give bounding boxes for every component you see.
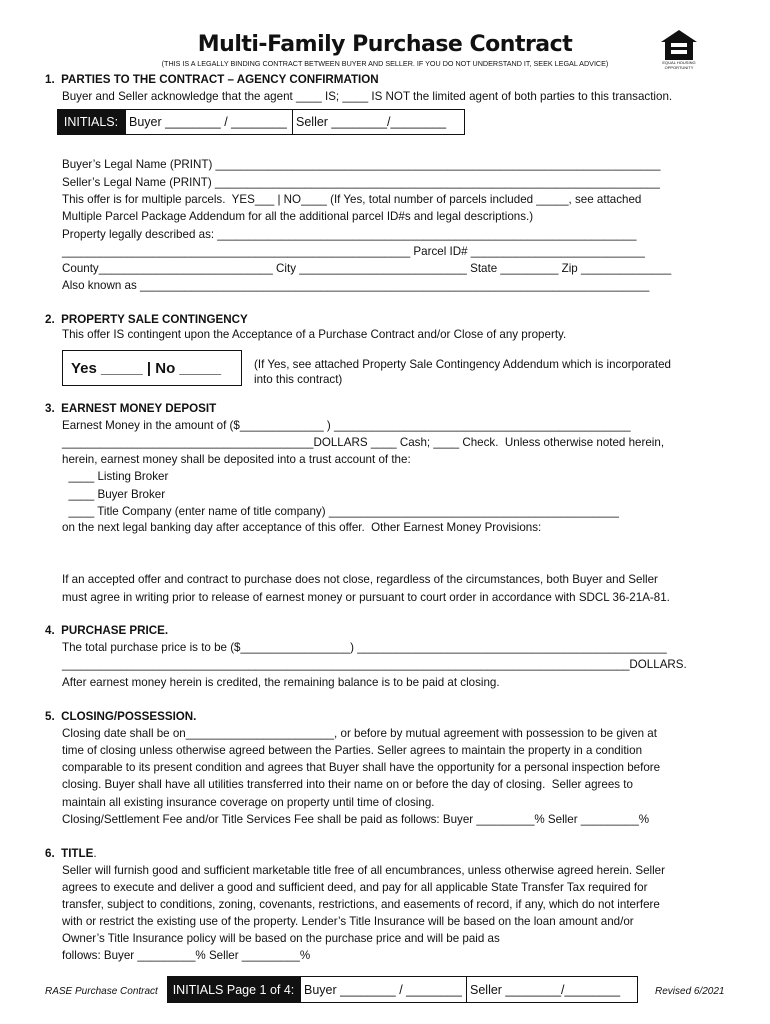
multiple-parcels-note: Multiple Parcel Package Addendum for all the additional parcel ID#s and legal descriptions.) xyxy=(62,210,534,223)
closing-date-field[interactable]: Closing date shall be on_______________________, or before by mutual agreement with possession to be given at xyxy=(62,727,657,740)
title-line-2: agrees to execute and deliver a good and sufficient deed, and pay for all applicable State Transfer Tax required for xyxy=(62,881,648,894)
closing-line-2: time of closing unless otherwise agreed between the Parties. Seller agrees to maintain the property in a condition xyxy=(62,744,643,757)
settlement-fee-field[interactable]: Closing/Settlement Fee and/or Title Services Fee shall be paid as follows: Buyer _________% Seller _________% xyxy=(62,813,650,826)
initials-label: INITIALS: xyxy=(57,109,125,135)
footer-initials-label: INITIALS Page 1 of 4: xyxy=(167,976,300,1003)
contingency-note-2: into this contract) xyxy=(254,373,343,386)
also-known-as-field[interactable]: Also known as _______________________________________________________________________________ xyxy=(62,279,650,292)
closing-line-4: closing. Buyer shall have all utilities transferred into their name on or before the day of closing. Seller agrees to xyxy=(62,778,633,791)
parcel-id-field[interactable]: ______________________________________________________ Parcel ID# ___________________________ xyxy=(62,245,645,258)
legal-description-field[interactable]: Property legally described as: _________________________________________________________________ xyxy=(62,228,637,241)
buyer-broker-option[interactable]: ____ Buyer Broker xyxy=(62,488,166,501)
section-4-heading: 4. PURCHASE PRICE. xyxy=(45,624,169,637)
buyer-legal-name-field[interactable]: Buyer’s Legal Name (PRINT) _____________________________________________________________________ xyxy=(62,158,661,171)
title-company-option[interactable]: ____ Title Company (enter name of title company) _____________________________________________ xyxy=(62,505,619,518)
footer-revised: Revised 6/2021 xyxy=(655,986,725,997)
section-6-heading-text: 6. TITLE xyxy=(45,847,94,860)
closing-line-5: maintain all existing insurance coverage on property until time of closing. xyxy=(62,796,435,809)
yes-no-choice: Yes _____ | No _____ xyxy=(71,360,222,377)
earnest-release-line-1: If an accepted offer and contract to purchase does not close, regardless of the circumstances, both Buyer and Seller xyxy=(62,573,658,586)
earnest-amount-field[interactable]: Earnest Money in the amount of ($_____________ ) ______________________________________________ xyxy=(62,419,631,432)
section-6-heading xyxy=(45,847,97,861)
section-5-heading: 5. CLOSING/POSSESSION. xyxy=(45,710,197,723)
trust-account-line: herein, earnest money shall be deposited into a trust account of the: xyxy=(62,453,411,466)
title-line-1: Seller will furnish good and sufficient marketable title free of all encumbrances, unless otherwise agreed herein. Seller xyxy=(62,864,665,877)
remaining-balance-line: After earnest money herein is credited, the remaining balance is to be paid at closing. xyxy=(62,676,500,689)
footer-buyer-initials-text: Buyer ________ / ________ xyxy=(304,982,462,997)
section-2-heading: 2. PROPERTY SALE CONTINGENCY xyxy=(45,313,248,326)
title-fee-field[interactable]: follows: Buyer _________% Seller _________% xyxy=(62,949,311,962)
footer-form-name: RASE Purchase Contract xyxy=(45,986,158,997)
footer-seller-initials-text: Seller ________/________ xyxy=(470,982,621,997)
listing-broker-option[interactable]: ____ Listing Broker xyxy=(62,470,169,483)
contingency-line: This offer IS contingent upon the Acceptance of a Purchase Contract and/or Close of any property. xyxy=(62,328,567,341)
section-1-heading: 1. PARTIES TO THE CONTRACT – AGENCY CONFIRMATION xyxy=(45,73,379,86)
earnest-dollars-field[interactable]: _______________________________________DOLLARS ____ Cash; ____ Check. Unless otherwise noted herein, xyxy=(62,436,665,449)
page-subtitle: (THIS IS A LEGALLY BINDING CONTRACT BETWEEN BUYER AND SELLER. IF YOU DO NOT UNDERSTAND IT, SEEK LEGAL ADVICE) xyxy=(161,59,609,68)
location-fields[interactable]: County___________________________ City __________________________ State _________ Zip ______________ xyxy=(62,262,672,275)
house-icon xyxy=(659,28,699,62)
title-line-5: Owner’s Title Insurance policy will be based on the purchase price and will be paid as xyxy=(62,932,500,945)
page-title: Multi-Family Purchase Contract xyxy=(197,32,573,57)
seller-initials-text: Seller ________/________ xyxy=(296,115,447,129)
equal-housing-logo xyxy=(659,28,699,70)
purchase-price-dollars-field[interactable]: ________________________________________________________________________________________DOLLARS. xyxy=(62,658,687,671)
title-line-4: with or restrict the existing use of the property. Lender’s Title Insurance will be based on the loan amount and/or xyxy=(62,915,634,928)
section-6-heading-dot: . xyxy=(93,847,97,860)
contingency-note-1: (If Yes, see attached Property Sale Contingency Addendum which is incorporated xyxy=(254,358,671,371)
multiple-parcels-line[interactable]: This offer is for multiple parcels. YES___ | NO____ (If Yes, total number of parcels included _____, see attached xyxy=(62,193,642,206)
seller-legal-name-field[interactable]: Seller’s Legal Name (PRINT) _____________________________________________________________________ xyxy=(62,176,660,189)
earnest-release-line-2: must agree in writing prior to release of earnest money or pursuant to court order in accordance with SDCL 36-21A-81. xyxy=(62,591,670,604)
purchase-price-field[interactable]: The total purchase price is to be ($_________________) ________________________________________________ xyxy=(62,641,667,654)
closing-line-3: comparable to its present condition and agrees that Buyer shall have the opportunity for a personal inspection before xyxy=(62,761,661,774)
equal-housing-text: EQUAL HOUSING OPPORTUNITY xyxy=(662,60,696,70)
earnest-provisions-line: on the next legal banking day after acceptance of this offer. Other Earnest Money Provisions: xyxy=(62,521,542,534)
section-3-heading: 3. EARNEST MONEY DEPOSIT xyxy=(45,402,217,415)
agency-line: Buyer and Seller acknowledge that the agent ____ IS; ____ IS NOT the limited agent of both parties to this transaction. xyxy=(62,90,673,103)
title-line-3: transfer, subject to conditions, zoning, covenants, restrictions, and easements of record, if any, which do not interfere xyxy=(62,898,660,911)
buyer-initials-text: Buyer ________ / ________ xyxy=(129,115,287,129)
